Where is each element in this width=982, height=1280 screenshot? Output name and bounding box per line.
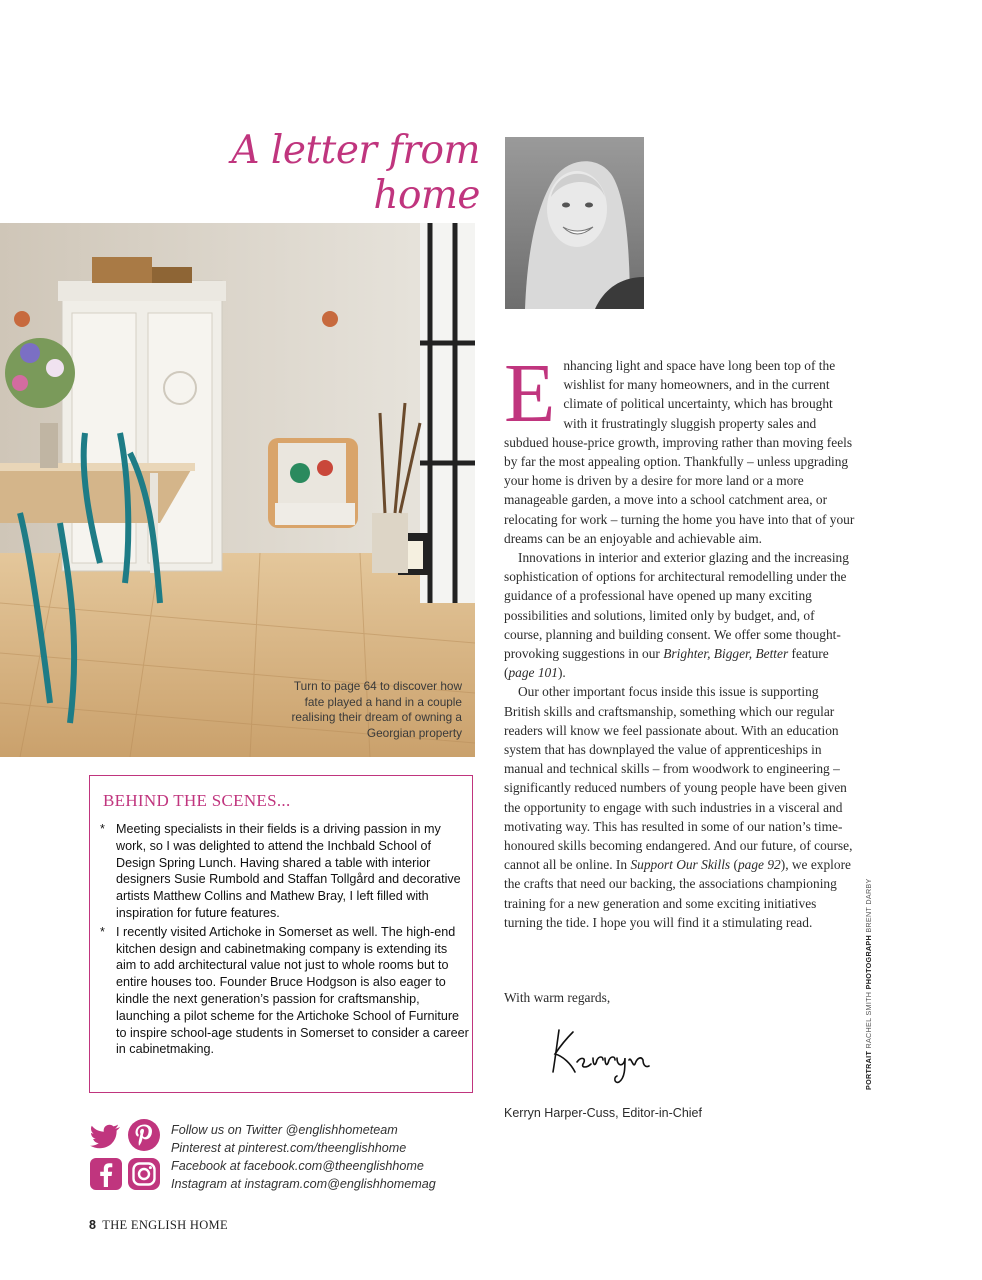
list-item: * Meeting specialists in their fields is a driving passion in my work, so I was delighted to attend the Inchbald School of Design Spring Lunch. Having shared a table with interior designers Susie Rumbold and Staffan Tollgård and decorative artists Matthew Collins and Mathew Bray, I left filled with inspiration for future features. xyxy=(100,822,461,920)
letter-body xyxy=(504,347,856,932)
paragraph-1: Enhancing light and space have long been top of the wishlist for many homeowners, and in the current climate of political uncertainty, which has brought with it frustratingly sluggish property sales and subdued house-price growth, improving rather than moving feels by far the most appealing option. Thankfully – unless upgrading your home is driven by a desire for more land or a more manageable garden, a move into a school catchment area, or relocating for work – turning the home you have into that of your dreams can be an enjoyable and achievable aim. xyxy=(504,347,855,546)
paragraph-2: Innovations in interior and exterior glazing and the increasing sophistication of options for architectural remodelling under the guidance of a professional have opened up many exciting possibilities and solutions, limited only by budget, and, of course, planning and building consent. We offer some thought-provoking suggestions in our Brighter, Bigger, Better feature (page 101). xyxy=(504,550,849,681)
pinterest-link[interactable]: Pinterest at pinterest.com/theenglishhome xyxy=(171,1141,407,1155)
editor-name: Kerryn Harper-Cuss, Editor-in-Chief xyxy=(504,1106,702,1120)
list-item-text: I recently visited Artichoke in Somerset as well. The high-end kitchen design and cabinetmaking company is extending its aim to add architectural value not just to whole rooms but to entire houses too. Founder Bruce Hodgson is also eager to kindle the next generation’s passion for craftsmanship, launching a pilot scheme for the Artichoke School of Furniture to inspire school-age students in Somerset to consider a career in cabinetmaking. xyxy=(116,924,469,1057)
interior-photo xyxy=(0,223,475,757)
behind-the-scenes-list xyxy=(100,821,470,1058)
list-item: * I recently visited Artichoke in Somerset as well. The high-end kitchen design and cabinetmaking company is extending its aim to add architectural value not just to whole rooms but to entire houses too. Founder Bruce Hodgson is also eager to kindle the next generation’s passion for craftsmanship, launching a pilot scheme for the Artichoke School of Furniture to inspire school-age students in Somerset to consider a career in cabinetmaking. xyxy=(100,924,469,1057)
paragraph-3: Our other important focus inside this issue is supporting British skills and craftsmanship, something which our regular readers will know we feel passionate about. With an education system that has downplayed the value of apprenticeships in manual and technical skills – from woodwork to engineering – significantly reduced numbers of young people have been given the opportunity to engage with such industries in a visceral and motivating way. This has resulted in some of our nation’s time-honoured skills becoming endangered. And our future, of course, cannot all be online. In Support Our Skills (page 92), we explore the crafts that need our backing, the associations championing training for a new generation and some exciting initiatives turning the tide. I hope you will find it a stimulating read. xyxy=(504,684,853,930)
magazine-name: THE ENGLISH HOME xyxy=(102,1218,228,1232)
page-reference: page 101 xyxy=(508,665,558,681)
signoff: With warm regards, xyxy=(504,990,611,1005)
feature-title: Support Our Skills xyxy=(630,857,731,873)
list-item-text: Meeting specialists in their fields is a driving passion in my work, so I was delighted to attend the Inchbald School of Design Spring Lunch. Having shared a table with interior designers Susie Rumbold and Staffan Tollgård and decorative artists Matthew Collins and Mathew Bray, I left filled with inspiration for future features. xyxy=(116,822,461,920)
drop-cap: E xyxy=(504,347,556,440)
page-footer xyxy=(89,1218,228,1233)
signature xyxy=(545,1022,665,1086)
page-number: 8 xyxy=(89,1218,97,1232)
facebook-link[interactable]: Facebook at facebook.com@theenglishhome xyxy=(171,1159,424,1173)
instagram-link[interactable]: Instagram at instagram.com@englishhomemag xyxy=(171,1177,436,1191)
twitter-icon[interactable] xyxy=(89,1119,123,1158)
behind-the-scenes-heading: BEHIND THE SCENES... xyxy=(103,791,291,810)
page-reference: page 92 xyxy=(737,857,781,873)
photo-caption: Turn to page 64 to discover how fate played a hand in a couple realising their dream of owning a Georgian property xyxy=(291,679,462,740)
photo-credit: PORTRAIT RACHEL SMITH PHOTOGRAPH BRENT DARBY xyxy=(864,878,873,1090)
feature-title: Brighter, Bigger, Better xyxy=(663,646,789,662)
page-title: A letter from home xyxy=(231,128,480,218)
twitter-link[interactable]: Follow us on Twitter @englishhometeam xyxy=(171,1123,398,1137)
editor-portrait xyxy=(505,137,644,309)
facebook-icon[interactable] xyxy=(89,1157,123,1196)
pinterest-icon[interactable] xyxy=(127,1118,161,1157)
instagram-icon[interactable] xyxy=(127,1157,161,1196)
social-links xyxy=(171,1121,436,1193)
